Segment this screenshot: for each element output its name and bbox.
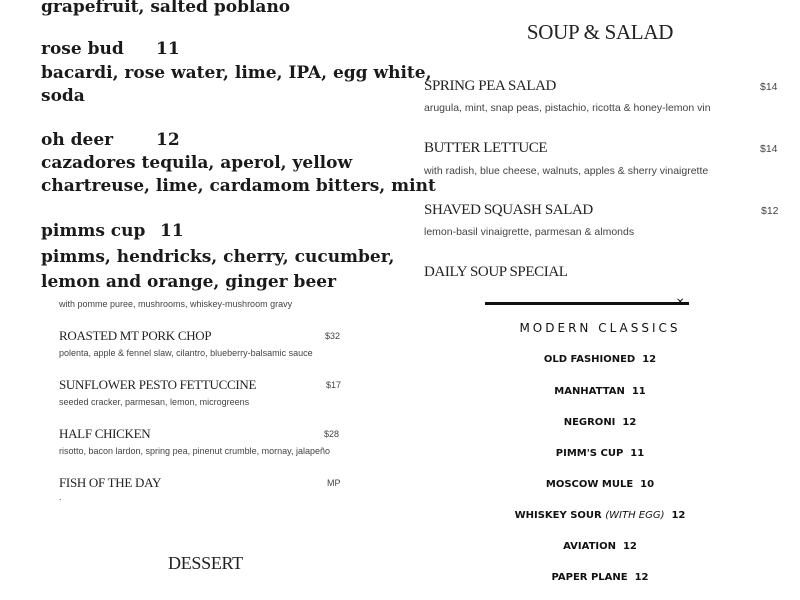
soup-salad-heading: SOUP & SALAD — [526, 20, 674, 44]
classic-item: NEGRONI 12 — [563, 417, 637, 428]
cocktail-name: pimms cup — [41, 221, 146, 241]
entree-name: ROASTED MT PORK CHOP — [59, 328, 212, 343]
salad-price: $14 — [760, 81, 778, 93]
cocktail-desc: cazadores tequila, aperol, yellow — [41, 153, 353, 173]
entree-name: FISH OF THE DAY — [59, 475, 162, 490]
cocktail-name: rose bud — [41, 39, 124, 59]
classic-item: PIMM'S CUP 11 — [555, 448, 645, 459]
entree-desc: with pomme puree, mushrooms, whiskey-mushroom gravy — [59, 299, 293, 309]
cocktail-price: 12 — [156, 130, 180, 150]
cocktail-desc: bacardi, rose water, lime, IPA, egg white, — [41, 63, 432, 83]
entree-desc: risotto, bacon lardon, spring pea, pinenut crumble, mornay, jalapeño — [59, 446, 330, 456]
daily-soup-special: DAILY SOUP SPECIAL — [424, 264, 568, 280]
cocktail-desc: grapefruit, salted poblano — [41, 0, 291, 17]
cocktail-desc: lemon and orange, ginger beer — [41, 272, 337, 292]
divider-line — [485, 302, 689, 305]
classic-item: AVIATION 12 — [563, 541, 637, 552]
cocktail-desc: chartreuse, lime, cardamom bitters, mint — [41, 176, 436, 196]
salad-name: SHAVED SQUASH SALAD — [424, 202, 593, 218]
entree-name: SUNFLOWER PESTO FETTUCCINE — [59, 377, 257, 392]
salad-name: SPRING PEA SALAD — [424, 78, 556, 94]
cocktail-price: 11 — [156, 39, 180, 59]
salad-desc: with radish, blue cheese, walnuts, apples & sherry vinaigrette — [424, 165, 709, 177]
classic-item: OLD FASHIONED 12 — [543, 354, 657, 365]
classic-item: MOSCOW MULE 10 — [545, 479, 655, 490]
entree-price: MP — [327, 478, 341, 488]
entree-price: $32 — [325, 331, 341, 341]
entree-name: HALF CHICKEN — [59, 426, 151, 441]
salad-name: BUTTER LETTUCE — [424, 140, 548, 156]
entree-desc: polenta, apple & fennel slaw, cilantro, blueberry-balsamic sauce — [59, 348, 313, 358]
modern-classics-heading: MODERN CLASSICS — [519, 321, 681, 335]
salad-desc: arugula, mint, snap peas, pistachio, ricotta & honey-lemon vin — [424, 102, 711, 114]
cocktail-desc: soda — [41, 86, 85, 106]
entree-desc: . — [59, 492, 62, 502]
cocktail-desc: pimms, hendricks, cherry, cucumber, — [41, 247, 395, 267]
arrow-ornament-icon: ✕ — [676, 297, 685, 308]
salad-price: $14 — [760, 143, 778, 155]
classic-item: MANHATTAN 11 — [554, 386, 646, 397]
classic-item: WHISKEY SOUR (WITH EGG) 12 — [514, 510, 686, 521]
cocktail-price: 11 — [160, 221, 184, 241]
salad-desc: lemon-basil vinaigrette, parmesan & almonds — [424, 226, 635, 238]
salad-price: $12 — [761, 205, 779, 217]
entree-price: $28 — [324, 429, 340, 439]
entree-price: $17 — [326, 380, 342, 390]
dessert-heading: DESSERT — [168, 553, 243, 573]
cocktail-name: oh deer — [41, 130, 114, 150]
entree-desc: seeded cracker, parmesan, lemon, microgreens — [59, 397, 250, 407]
classic-item: PAPER PLANE 12 — [551, 572, 649, 583]
